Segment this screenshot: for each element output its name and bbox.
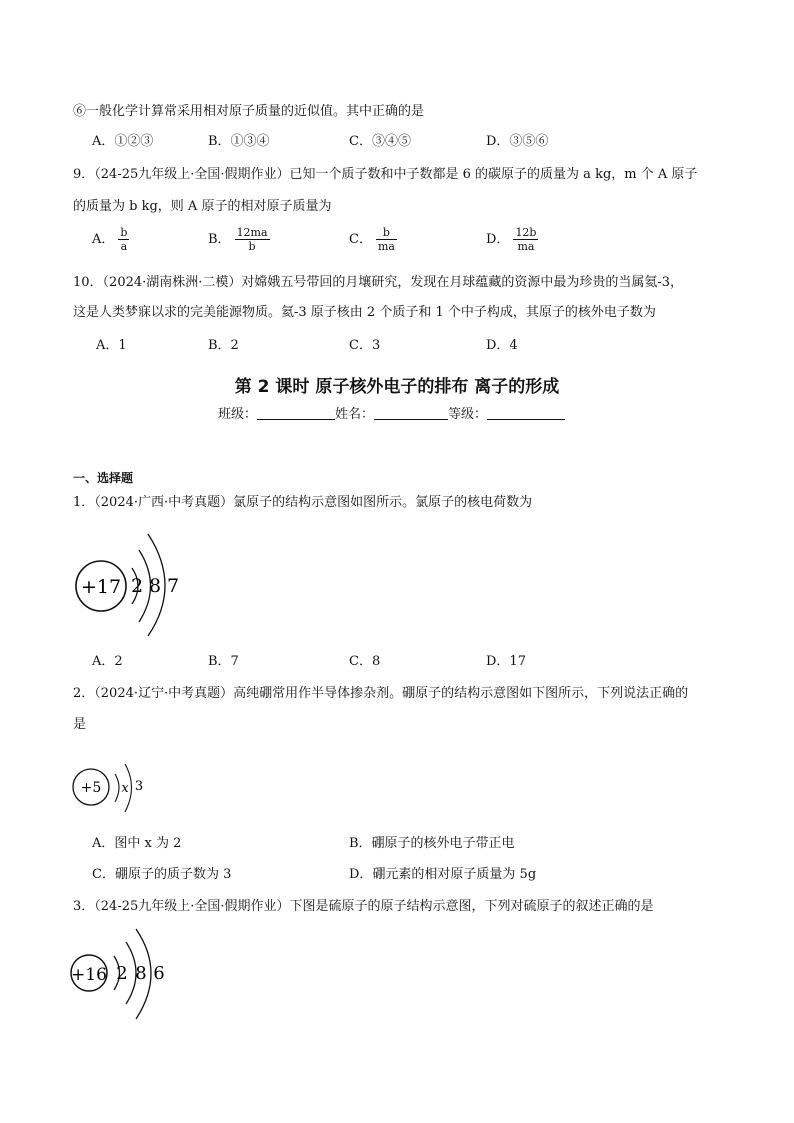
- option-label: C．: [349, 232, 372, 247]
- name-field[interactable]: [374, 407, 448, 420]
- q9-option-a[interactable]: [92, 226, 129, 253]
- q2-option-b[interactable]: B．硼原子的核外电子带正电: [349, 836, 515, 851]
- q8-option-c[interactable]: C．③④⑤: [349, 134, 411, 149]
- q8-statement-6: ⑥一般化学计算常采用相对原子质量的近似值。其中正确的是: [73, 104, 425, 119]
- q9-option-b[interactable]: [208, 226, 270, 253]
- shell-electrons-1: 2: [130, 575, 144, 597]
- q1-option-c[interactable]: C．8: [349, 654, 381, 669]
- q9-stem-line1: 9．（24-25九年级上·全国·假期作业）已知一个质子数和中子数都是 6 的碳原子的质量为 a kg，m 个 A 原子: [73, 167, 698, 182]
- q9-option-c[interactable]: [349, 226, 397, 253]
- numerator: b: [120, 226, 128, 239]
- class-field[interactable]: [257, 407, 335, 420]
- shell-electrons-3: 7: [166, 575, 180, 597]
- name-label: 姓名：: [335, 407, 375, 422]
- class-label: 班级：: [218, 407, 258, 422]
- q1-option-a[interactable]: A．2: [92, 654, 123, 669]
- q8-option-b[interactable]: B．①③④: [208, 134, 270, 149]
- shell-electrons-1: 2: [116, 963, 128, 984]
- denominator: a: [120, 240, 128, 253]
- q8-option-a[interactable]: A．①②③: [92, 134, 154, 149]
- numerator: 12ma: [236, 226, 268, 239]
- nucleus-charge: +17: [80, 576, 122, 598]
- q10-option-a[interactable]: A．1: [96, 338, 127, 353]
- section-heading: 一、选择题: [73, 471, 134, 485]
- lesson-title: 第 2 课时 原子核外电子的排布 离子的形成: [234, 377, 560, 397]
- q10-option-b[interactable]: B．2: [208, 338, 239, 353]
- q10-stem-line1: 10．（2024·湖南株洲·二模）对嫦娥五号带回的月壤研究，发现在月球蕴藏的资源中最为珍贵的当属氦-3，: [73, 275, 684, 290]
- nucleus-charge: +16: [71, 965, 107, 985]
- q8-option-d[interactable]: D．③⑤⑥: [486, 134, 549, 149]
- fraction: [376, 226, 397, 253]
- shell-arc-1: [115, 774, 119, 802]
- option-label: B．: [208, 232, 231, 247]
- q10-option-c[interactable]: C．3: [349, 338, 381, 353]
- nucleus-charge: +5: [80, 780, 102, 796]
- denominator: ma: [377, 240, 395, 253]
- denominator: ma: [517, 240, 535, 253]
- sulfur-atom-diagram: [68, 926, 178, 1022]
- q2-stem-line2: 是: [73, 717, 87, 732]
- numerator: 12b: [515, 226, 537, 239]
- q2-option-c[interactable]: C．硼原子的质子数为 3: [92, 867, 232, 882]
- info-fields: [218, 403, 565, 422]
- denominator: b: [248, 240, 256, 253]
- q1-stem: 1．（2024·广西·中考真题）氯原子的结构示意图如图所示。氯原子的核电荷数为: [73, 495, 533, 510]
- shell-electrons-2: 3: [134, 779, 144, 794]
- q10-option-d[interactable]: D．4: [486, 338, 518, 353]
- q9-stem-line2: 的质量为 b kg，则 A 原子的相对原子质量为: [73, 199, 332, 214]
- option-label: D．: [486, 232, 510, 247]
- fraction: [118, 226, 129, 253]
- chlorine-atom-diagram: [70, 528, 190, 638]
- boron-atom-diagram: [70, 760, 160, 816]
- shell-electrons-1: x: [121, 781, 129, 796]
- q10-stem-line2: 这是人类梦寐以求的完美能源物质。氦-3 原子核由 2 个质子和 1 个中子构成，其原子的核外电子数为: [73, 305, 656, 320]
- shell-electrons-2: 8: [148, 575, 162, 597]
- shell-electrons-3: 6: [153, 963, 165, 984]
- q2-option-a[interactable]: A．图中 x 为 2: [92, 836, 182, 851]
- numerator: b: [376, 226, 397, 240]
- q9-option-d[interactable]: [486, 226, 538, 253]
- grade-field[interactable]: [487, 407, 565, 420]
- q2-option-d[interactable]: D．硼元素的相对原子质量为 5g: [349, 867, 537, 882]
- grade-label: 等级：: [448, 407, 488, 422]
- q3-stem: 3．（24-25九年级上·全国·假期作业）下图是硫原子的原子结构示意图，下列对硫原子的叙述正确的是: [73, 899, 654, 914]
- q2-stem-line1: 2．（2024·辽宁·中考真题）高纯硼常用作半导体掺杂剂。硼原子的结构示意图如下图所示，下列说法正确的: [73, 686, 689, 701]
- fraction: [513, 226, 538, 253]
- fraction: [235, 226, 270, 253]
- q1-option-d[interactable]: D．17: [486, 654, 526, 669]
- q1-option-b[interactable]: B．7: [208, 654, 239, 669]
- shell-electrons-2: 8: [135, 963, 147, 984]
- option-label: A．: [92, 232, 115, 247]
